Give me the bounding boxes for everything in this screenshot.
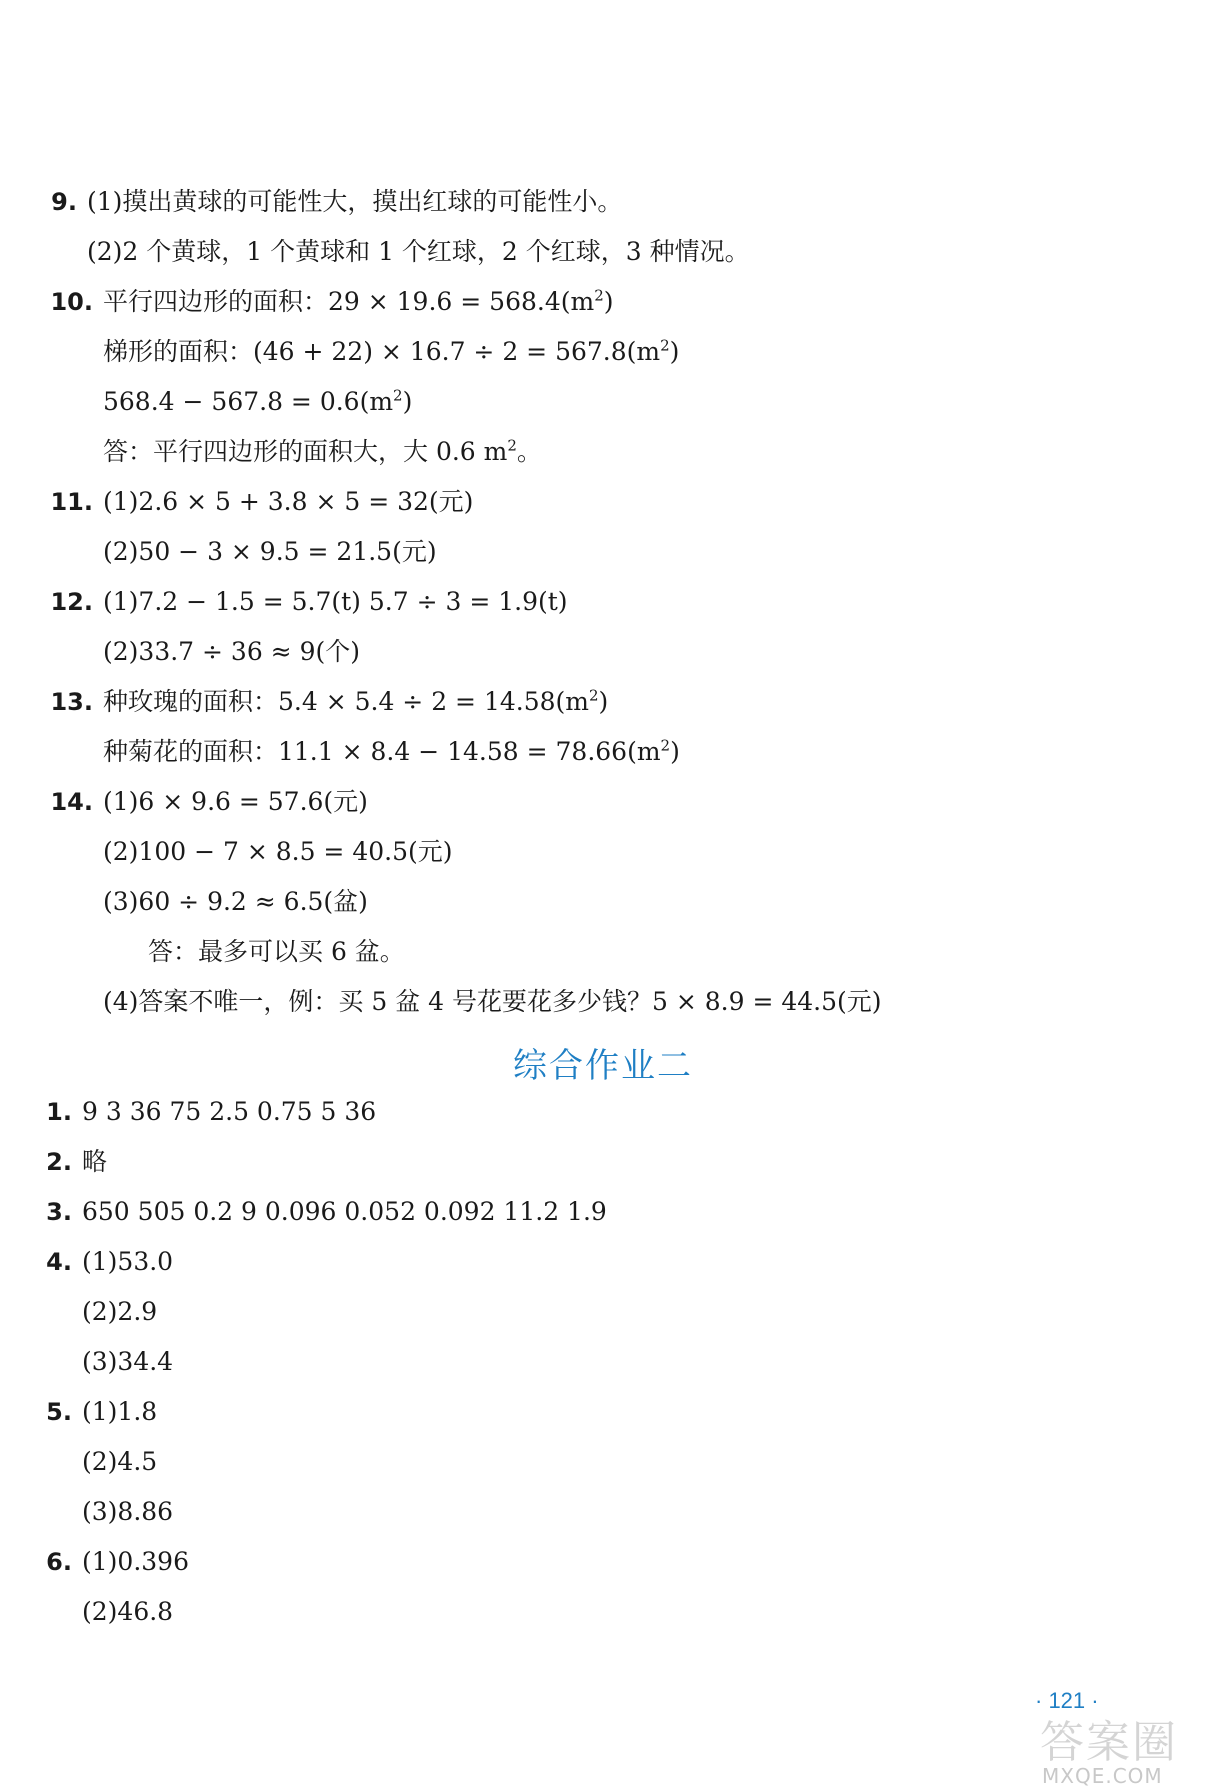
line2-1: 1. 9 3 36 75 2.5 0.75 5 36 [46,1097,377,1126]
line-12-2: (2)33.7 ÷ 36 ≈ 9(个) [103,637,360,666]
line-11-2: (2)50 − 3 × 9.5 = 21.5(元) [103,537,437,566]
question-number: 4. [46,1248,72,1276]
line-9-2: (2)2 个黄球，1 个黄球和 1 个红球，2 个红球，3 种情况。 [87,237,750,266]
line-11-1: 11. (1)2.6 × 5 + 3.8 × 5 = 32(元) [50,487,474,516]
question-number: 11. [50,488,93,516]
line2-3: 3. 650 505 0.2 9 0.096 0.052 0.092 11.2 1.9 [46,1197,607,1226]
watermark-logo-text: 答案圈 [1040,1717,1178,1768]
line2-2: 2. 略 [46,1147,108,1176]
question-number: 6. [46,1548,72,1576]
line-14-4: (4)答案不唯一，例：买 5 盆 4 号花要花多少钱？5 × 8.9 = 44.5(元) [103,987,882,1016]
question-number: 9. [51,188,77,216]
line-14-2: (2)100 − 7 × 8.5 = 40.5(元) [103,837,453,866]
question-number: 10. [50,288,93,316]
line-10-1: 10. 平行四边形的面积：$29 \times 19.6 = 568.4(m^2)$ [50,286,614,316]
line2-5-1: 5. (1)1.8 [46,1397,158,1426]
question-number: 1. [46,1098,72,1126]
line-9-1: 9. (1)摸出黄球的可能性大，摸出红球的可能性小。 [51,187,623,216]
line-10-4: 答：平行四边形的面积大，大 0.6 $m^2$。 [103,436,542,466]
line2-4-1: 4. (1)53.0 [46,1247,174,1276]
line2-6-1: 6. (1)0.396 [46,1547,189,1576]
section-title: 综合作业二 [513,1046,693,1086]
line-10-3: $568.4 - 567.8 = 0.6(m^2)$ [103,386,413,416]
line-13-1: 13. 种玫瑰的面积：$5.4 \times 5.4 \div 2 = 14.58(m^2)$ [50,686,609,716]
line-14-answer: 答：最多可以买 6 盆。 [148,937,405,966]
question-number: 5. [46,1398,72,1426]
question-number: 13. [50,688,93,716]
line-13-2: 种菊花的面积：$11.1 \times 8.4 - 14.58 = 78.66(m^2)$ [103,736,680,766]
line-14-1: 14. (1)6 × 9.6 = 57.6(元) [50,787,368,816]
line-14-3: (3)60 ÷ 9.2 ≈ 6.5(盆) [103,887,368,916]
line-10-2: 梯形的面积：$(46 + 22) \times 16.7 \div 2 = 567.8(m^2)$ [103,336,680,366]
question-number: 2. [46,1148,72,1176]
page-number: · 121 · [1035,1688,1099,1713]
line2-6-2: (2)46.8 [82,1597,174,1626]
line2-4-3: (3)34.4 [82,1347,174,1376]
question-number: 12. [50,588,93,616]
question-number: 14. [50,788,93,816]
line2-4-2: (2)2.9 [82,1297,158,1326]
line-12-1: 12. (1)7.2 − 1.5 = 5.7(t) 5.7 ÷ 3 = 1.9(t) [50,587,568,616]
line2-5-2: (2)4.5 [82,1447,158,1476]
line2-5-3: (3)8.86 [82,1497,174,1526]
watermark-url: MXQE.COM [1042,1764,1163,1788]
question-number: 3. [46,1198,72,1226]
watermark [1040,1706,1200,1786]
